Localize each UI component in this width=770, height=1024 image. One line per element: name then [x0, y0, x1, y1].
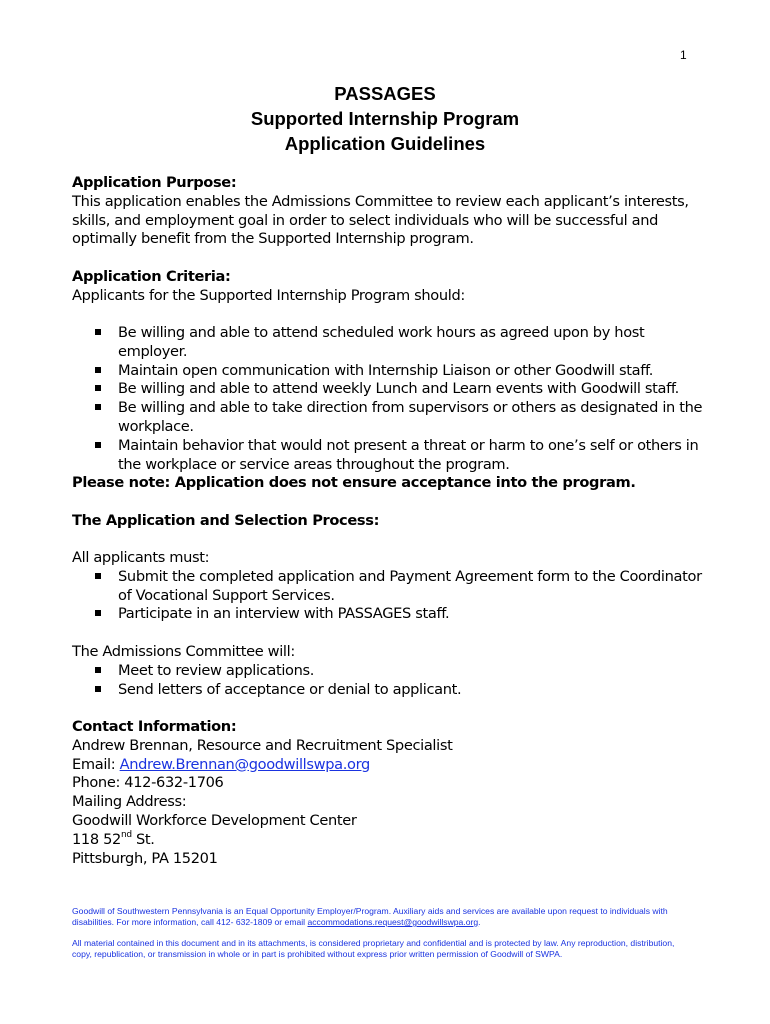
email-label: Email: [72, 755, 120, 773]
contact-name: Andrew Brennan, Resource and Recruitment Specialist [72, 736, 453, 754]
list-item [72, 380, 712, 399]
list-item [72, 605, 712, 624]
street-number: 118 52 [72, 830, 121, 848]
criteria-intro: Applicants for the Supported Internship Program should: [72, 286, 465, 304]
list-item [72, 662, 712, 681]
confidentiality-footer: All material contained in this document and in its attachments, is considered proprietary and confidential and is protected by law. Any reproduction, distribution, copy, republication, or transmission in whole or in part is prohibited without express prior written permission of Goodwill of SWPA. [72, 938, 675, 959]
contact-heading: Contact Information: [72, 718, 237, 735]
bullet-icon [95, 385, 101, 391]
list-item-text: Maintain behavior that would not present a threat or harm to one’s self or others in the workplace or service areas throughout the program. [118, 436, 699, 473]
list-item-text: Participate in an interview with PASSAGES staff. [118, 605, 450, 623]
list-item [72, 681, 712, 700]
list-item [72, 362, 712, 381]
page-number: 1 [680, 48, 687, 62]
email-link[interactable]: Andrew.Brennan@goodwillswpa.org [119, 755, 370, 773]
list-item-text: Maintain open communication with Internship Liaison or other Goodwill staff. [118, 361, 654, 379]
committee-section [72, 643, 712, 699]
list-item-text: Be willing and able to take direction from supervisors or others as designated in the workplace. [118, 399, 703, 435]
mailing-city: Pittsburgh, PA 15201 [72, 849, 218, 867]
eeo-text-end: . [478, 917, 481, 927]
mailing-street [72, 831, 712, 850]
title-passages: PASSAGES [334, 83, 436, 104]
bullet-icon [95, 610, 101, 616]
purpose-section [72, 174, 712, 249]
title-guidelines: Application Guidelines [284, 133, 486, 154]
bullet-icon [95, 667, 101, 673]
mailing-org: Goodwill Workforce Development Center [72, 811, 357, 829]
street-name: St. [131, 830, 155, 848]
list-item [72, 437, 712, 475]
contact-section [72, 718, 712, 868]
eeo-text: Goodwill of Southwestern Pennsylvania is an Equal Opportunity Employer/Program. Auxiliary aids and services are available upon request to individuals with disabilities. For more information, call 412- 632-1809 or email [72, 906, 668, 927]
applicants-list [72, 568, 712, 624]
list-item-text: Be willing and able to attend weekly Lunch and Learn events with Goodwill staff. [118, 380, 679, 398]
list-item-text: Meet to review applications. [118, 661, 315, 679]
list-item-text: Send letters of acceptance or denial to applicant. [118, 680, 462, 698]
bullet-icon [95, 442, 101, 448]
eeo-footer [72, 906, 692, 928]
bullet-icon [95, 686, 101, 692]
applicants-intro: All applicants must: [72, 549, 210, 566]
criteria-heading: Application Criteria: [72, 268, 231, 285]
list-item [72, 568, 712, 606]
committee-intro: The Admissions Committee will: [72, 643, 295, 660]
list-item [72, 399, 712, 437]
bullet-icon [95, 573, 101, 579]
criteria-list-wrap [72, 324, 712, 474]
accommodations-email-link[interactable]: accommodations.request@goodwillswpa.org [307, 917, 479, 927]
contact-email-line [72, 756, 712, 775]
street-suffix: nd [120, 829, 132, 840]
process-heading: The Application and Selection Process: [72, 512, 380, 529]
list-item-text: Submit the completed application and Payment Agreement form to the Coordinator of Vocational Support Services. [118, 567, 702, 604]
acceptance-note: Please note: Application does not ensure acceptance into the program. [72, 474, 636, 491]
list-item [72, 324, 712, 362]
contact-phone: Phone: 412-632-1706 [72, 774, 224, 792]
title-program: Supported Internship Program [250, 108, 520, 129]
criteria-section [72, 268, 712, 306]
bullet-icon [95, 329, 101, 335]
purpose-heading: Application Purpose: [72, 174, 237, 191]
criteria-list [72, 324, 712, 474]
list-item-text: Be willing and able to attend scheduled work hours as agreed upon by host employer. [118, 324, 645, 360]
mailing-label: Mailing Address: [72, 793, 187, 811]
bullet-icon [95, 367, 101, 373]
bullet-icon [95, 404, 101, 410]
applicants-section [72, 549, 712, 624]
purpose-text: This application enables the Admissions Committee to review each applicant’s interests, skills, and employment goal in order to select individuals who will be successful and optimally benefit from the Supported Internship program. [72, 192, 689, 248]
committee-list [72, 662, 712, 700]
